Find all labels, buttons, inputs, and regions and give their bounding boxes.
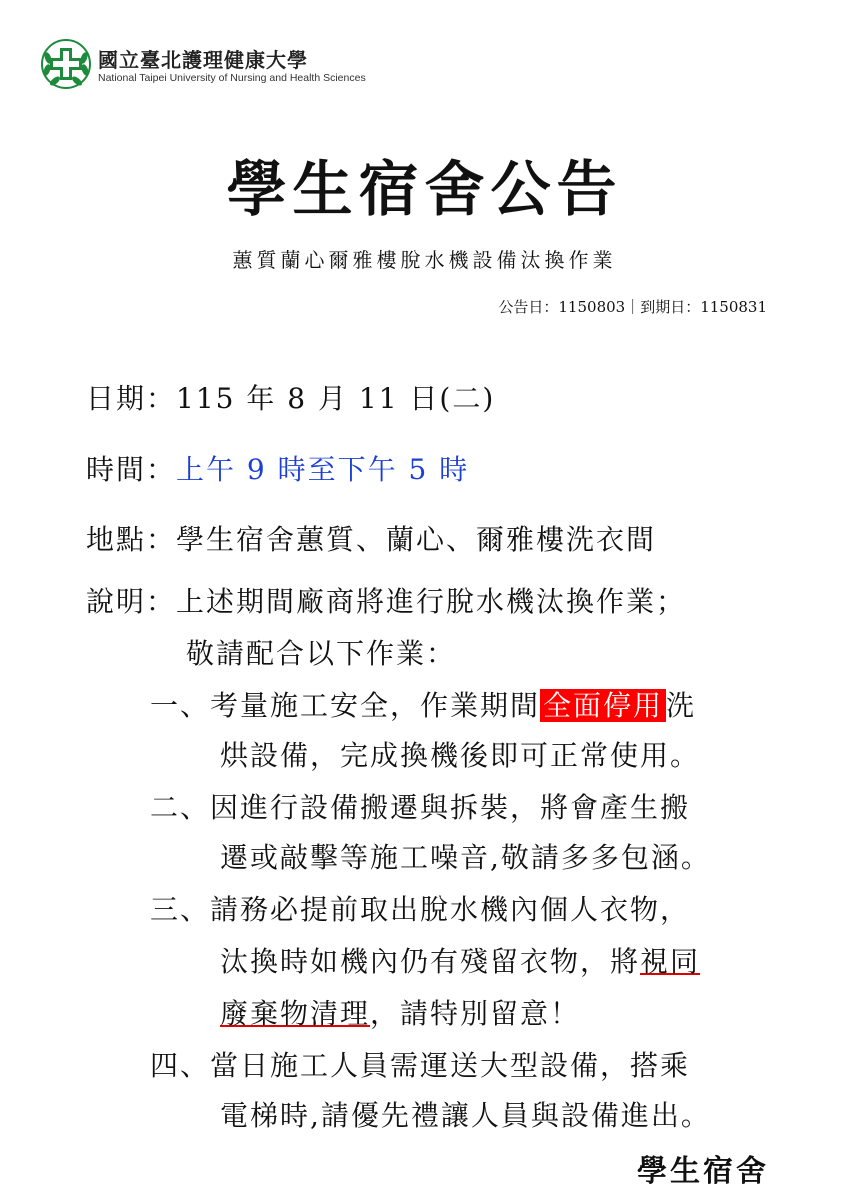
list-item-1-text-b: 洗 <box>666 689 697 722</box>
note-line-1: 上述期間廠商將進行脫水機汰換作業； <box>176 585 687 618</box>
date-row <box>86 377 495 417</box>
list-item-4-line-2: 電梯時,請優先禮讓人員與設備進出。 <box>220 1099 711 1132</box>
signature: 學生宿舍 <box>637 1154 769 1189</box>
list-item-3-line-1 <box>150 888 690 928</box>
date-label: 日期： <box>86 382 177 415</box>
place-label: 地點： <box>86 523 177 556</box>
list-item-1-line-2: 烘設備，完成換機後即可正常使用。 <box>220 739 701 772</box>
university-logo <box>40 38 366 94</box>
list-item-4-number: 四、 <box>150 1049 211 1082</box>
list-item-4-text: 當日施工人員需運送大型設備，搭乘 <box>210 1049 691 1082</box>
list-item-2-line-2: 遷或敲擊等施工噪音,敬請多多包涵。 <box>220 841 711 874</box>
date-value: 115 年 8 月 11 日(二) <box>176 382 496 415</box>
warning-text-underlined: 視同 <box>640 945 701 978</box>
note-label: 說明： <box>86 585 177 618</box>
list-item-1-number: 一、 <box>150 689 211 722</box>
list-item-2-line-1 <box>150 786 690 826</box>
page-title: 學生宿舍公告 <box>226 155 623 225</box>
list-item-3-text: 請務必提前取出脫水機內個人衣物， <box>210 893 691 926</box>
time-row <box>86 448 469 488</box>
page-subtitle: 蕙質蘭心爾雅樓脫水機設備汰換作業 <box>232 248 617 272</box>
warning-text-b: ，請特別留意！ <box>370 997 581 1030</box>
list-item-1-line-1 <box>150 684 696 724</box>
university-name-chinese: 國立臺北護理健康大學 <box>98 48 308 72</box>
list-item-4-line-1 <box>150 1044 690 1084</box>
place-value: 學生宿舍蕙質、蘭心、爾雅樓洗衣間 <box>176 523 657 556</box>
warning-text-a: 汰換時如機內仍有殘留衣物，將 <box>220 945 641 978</box>
list-item-3-number: 三、 <box>150 893 211 926</box>
suspend-highlight: 全面停用 <box>540 689 666 722</box>
warning-text-underlined-2: 廢棄物清理 <box>220 997 371 1030</box>
list-item-3-line-2 <box>220 940 700 980</box>
time-value: 上午 9 時至下午 5 時 <box>176 453 470 486</box>
university-name-english: National Taipei University of Nursing and Health Sciences <box>98 72 366 84</box>
university-emblem-icon <box>40 38 92 90</box>
list-item-3-line-3 <box>220 992 580 1032</box>
place-row <box>86 518 656 558</box>
note-row <box>86 580 686 620</box>
note-line-2: 敬請配合以下作業： <box>186 637 457 670</box>
list-item-2-text: 因進行設備搬遷與拆裝，將會產生搬 <box>210 791 691 824</box>
time-label: 時間： <box>86 453 177 486</box>
announcement-dates: 公告日：1150803｜到期日：1150831 <box>498 298 767 316</box>
list-item-2-number: 二、 <box>150 791 211 824</box>
list-item-1-text-a: 考量施工安全，作業期間 <box>210 689 541 722</box>
